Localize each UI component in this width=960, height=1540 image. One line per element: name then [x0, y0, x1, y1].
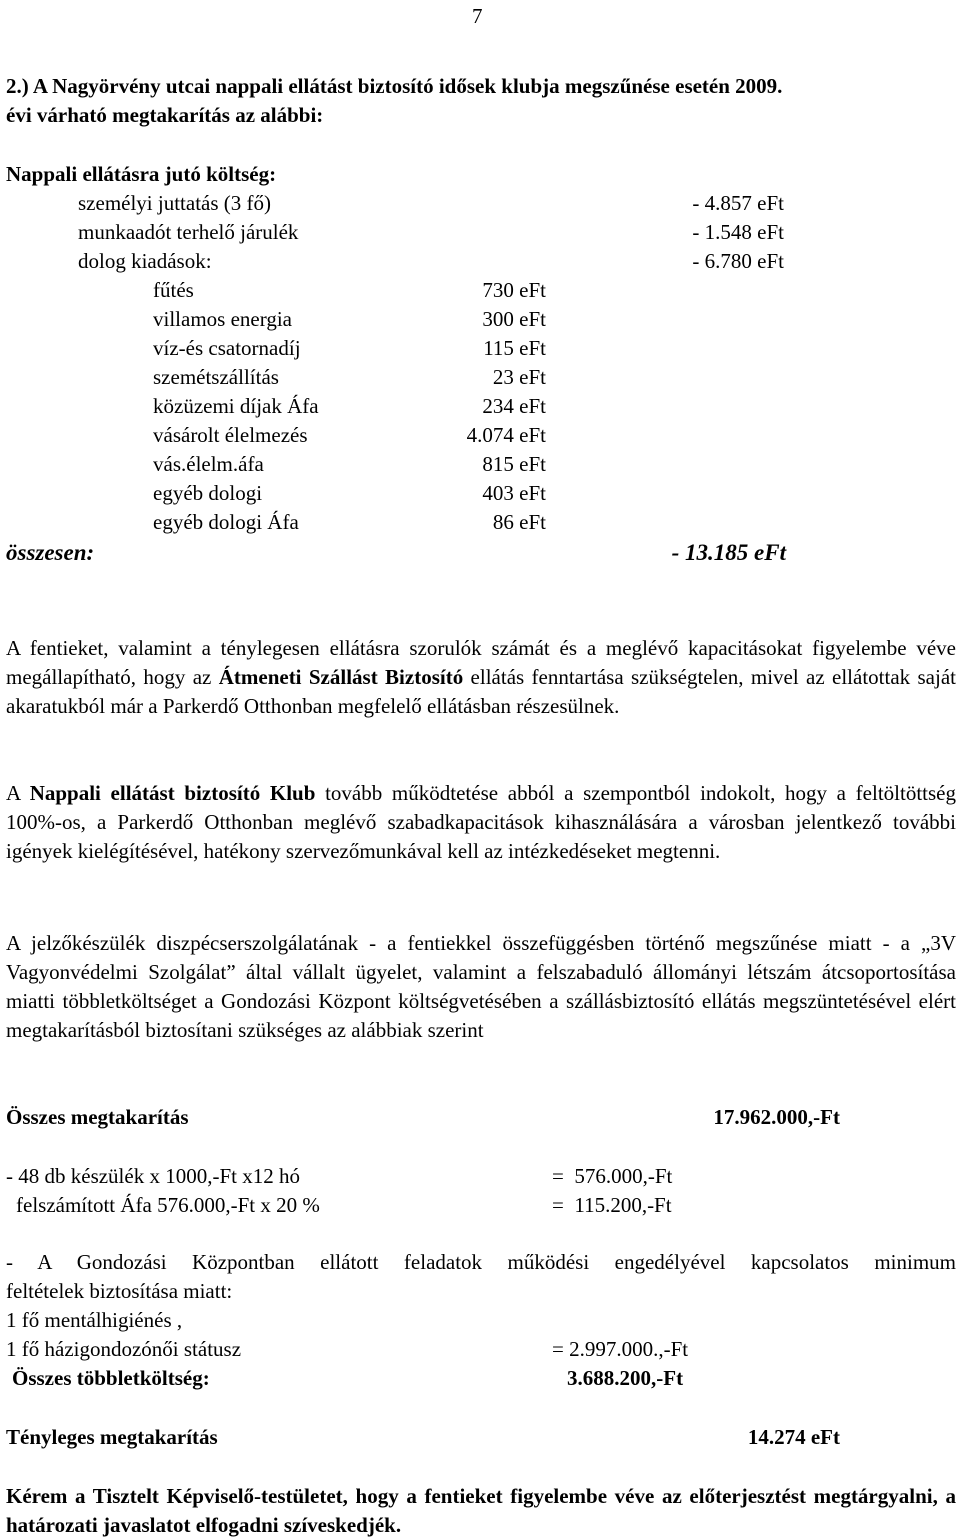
paragraph-1-bold: Átmeneti Szállást Biztosító: [218, 665, 464, 689]
cost-subitem-label: vásárolt élelmezés: [153, 423, 308, 447]
cost-item-label: dolog kiadások:: [78, 249, 212, 273]
cost-subitem-label: vás.élelm.áfa: [153, 452, 264, 476]
paragraph-3: A jelzőkészülék diszpécserszolgálatának - a fentiekkel összefüggésben történő megszűnése miatt - a „3V Vagyonvédelmi Szolgálat” által vállalt ügyelet, valamint a felszabaduló állományi létszám átcsoportosítása miatti többletköltséget a Gondozási Központ költségvetésében a szállásbiztosító ellátás megszüntetésével elért megtakarításból biztosítani szükséges az alábbiak szerint: [6, 931, 956, 1042]
extra-line-3: 1 fő mentálhigiénés ,: [6, 1308, 183, 1332]
cost-subitem-value: 300 eFt: [482, 307, 546, 331]
cost-subitem-value: 234 eFt: [482, 394, 546, 418]
cost-subitem-value: 86 eFt: [492, 510, 546, 534]
heading-line-2: évi várható megtakarítás az alábbi:: [6, 103, 324, 127]
extra-line-4-label: 1 fő házigondozónői státusz: [6, 1337, 242, 1361]
cost-total-value: - 13.185 eFt: [671, 540, 786, 565]
cost-title: Nappali ellátásra jutó költség:: [6, 162, 277, 186]
paragraph-1-text: ellátás fenntartása szükségtelen, mivel az ellátottak saját akaratukból már a Parkerdő Otthonban megfelelő ellátásban részesülnek.: [6, 665, 956, 718]
cost-subitem-label: egyéb dologi Áfa: [153, 510, 299, 534]
savings-label: Összes megtakarítás: [6, 1105, 189, 1129]
paragraph-2-bold: Nappali ellátást biztosító Klub: [29, 781, 316, 805]
savings-line-1-value: = 576.000,-Ft: [552, 1164, 673, 1188]
cost-subitem-label: egyéb dologi: [153, 481, 263, 505]
cost-total-label: összesen:: [6, 540, 95, 565]
extra-total-value: 3.688.200,-Ft: [567, 1366, 684, 1390]
cost-item-value: - 4.857 eFt: [692, 191, 784, 215]
savings-line-2-label: felszámított Áfa 576.000,-Ft x 20 %: [16, 1193, 320, 1217]
cost-subitem-value: 730 eFt: [482, 278, 546, 302]
cost-subitem-label: közüzemi díjak Áfa: [153, 394, 319, 418]
paragraph-2-text: A: [6, 781, 30, 805]
paragraph-1-text: A fentieket, valamint a ténylegesen ellátásra szorulók számát és a meglévő kapacitásokat figyelembe véve megállapítható, hogy az: [6, 636, 956, 689]
paragraph-2-text: tovább működtetése abból a szempontból indokolt, hogy a feltöltöttség 100%-os, a Parkerdő Otthonban meglévő szabadkapacitások kihasználására a városban jelentkező további igények kielégítésével, hatékony szervezőmunkával kell az intézkedéseket megtenni.: [6, 781, 956, 863]
cost-subitem-label: víz-és csatornadíj: [153, 336, 301, 360]
paragraph-1: [6, 634, 956, 721]
cost-item-value: - 6.780 eFt: [692, 249, 784, 273]
savings-value: 17.962.000,-Ft: [713, 1105, 840, 1129]
cost-item-label: személyi juttatás (3 fő): [78, 191, 272, 215]
closing-request: Kérem a Tisztelt Képviselő-testületet, hogy a fentieket figyelembe véve az előterjesztést megtárgyalni, a határozati javaslatot elfogadni szíveskedjék.: [6, 1484, 956, 1537]
cost-subitem-label: villamos energia: [153, 307, 292, 331]
cost-subitem-value: 815 eFt: [482, 452, 546, 476]
actual-savings-label: Tényleges megtakarítás: [6, 1425, 218, 1449]
extra-total-label: Összes többletköltség:: [12, 1366, 210, 1390]
heading-line-1: 2.) A Nagyörvény utcai nappali ellátást biztosító idősek klubja megszűnése esetén 2009.: [6, 74, 783, 98]
savings-line-2-value: = 115.200,-Ft: [552, 1193, 672, 1217]
cost-subitem-value: 403 eFt: [482, 481, 546, 505]
cost-subitem-label: fűtés: [153, 278, 194, 302]
extra-line-4-value: = 2.997.000.,-Ft: [552, 1337, 689, 1361]
cost-subitem-value: 115 eFt: [483, 336, 546, 360]
savings-line-1-label: - 48 db készülék x 1000,-Ft x12 hó: [6, 1164, 300, 1188]
extra-line-2: feltételek biztosítása miatt:: [6, 1279, 233, 1303]
cost-item-value: - 1.548 eFt: [692, 220, 784, 244]
cost-subitem-value: 4.074 eFt: [466, 423, 546, 447]
actual-savings-value: 14.274 eFt: [747, 1425, 840, 1449]
page-number: 7: [472, 4, 483, 28]
cost-subitem-label: szemétszállítás: [153, 365, 279, 389]
cost-item-label: munkaadót terhelő járulék: [78, 220, 299, 244]
extra-line-1: - A Gondozási Központban ellátott feladatok működési engedélyével kapcsolatos minimum: [6, 1250, 956, 1274]
paragraph-2: [6, 779, 956, 866]
cost-subitem-value: 23 eFt: [492, 365, 546, 389]
